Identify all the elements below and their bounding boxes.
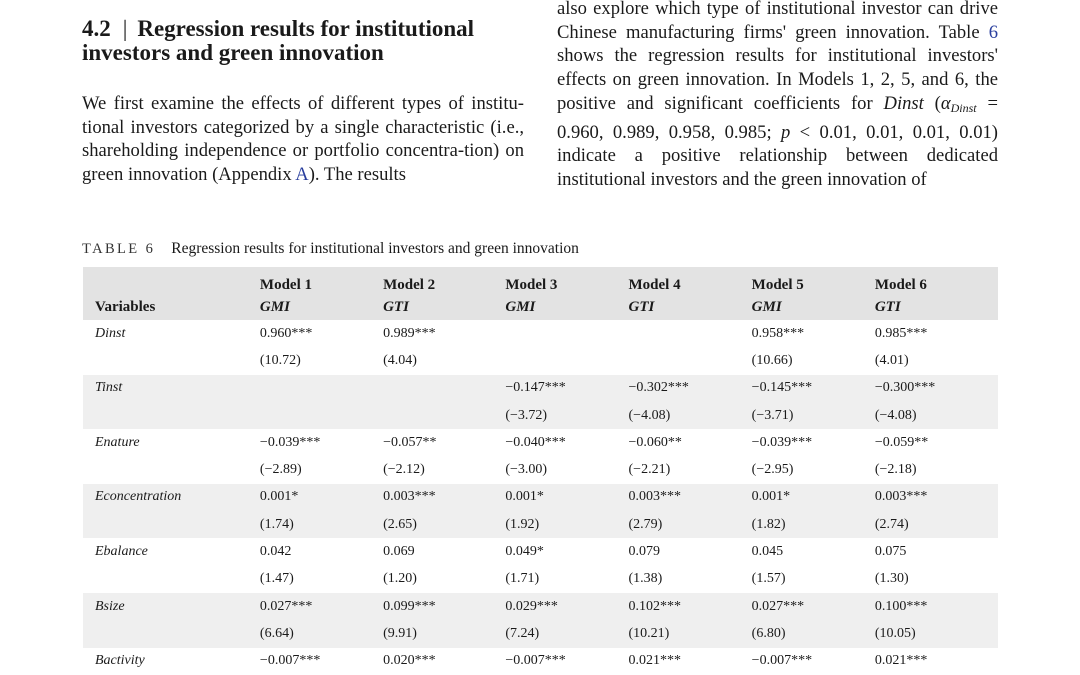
- tstat-cell: [629, 347, 752, 374]
- variable-blank: [83, 456, 260, 483]
- variable-blank: [83, 620, 260, 647]
- variable-name: Bactivity: [95, 653, 145, 669]
- table-label: TABLE 6: [82, 241, 156, 257]
- tstat-cell: (6.80): [752, 620, 875, 647]
- right-paragraph-text-2: shows the regression results for institutional investors' effects on green innovation. In Models 1, 2, 5, and 6, the positive and significant coefficients for: [557, 45, 998, 114]
- tstat-cell: [383, 402, 505, 429]
- tstat-cell: (1.74): [260, 511, 383, 538]
- table-caption-text: Regression results for institutional investors and green innovation: [171, 240, 579, 257]
- tstat-cell: [260, 402, 383, 429]
- tstat-cell: (10.72): [259, 352, 301, 368]
- coef-cell: 0.029***: [505, 593, 628, 620]
- tstat-cell: (1.71): [505, 571, 540, 587]
- coef-cell: −0.302***: [629, 375, 752, 402]
- header-model-name: Model 6: [875, 267, 998, 294]
- table-row-coef: [83, 538, 998, 565]
- coef-cell: 0.020***: [383, 653, 436, 669]
- coef-cell: [260, 375, 383, 402]
- tstat-cell: (−2.21): [628, 462, 671, 478]
- coef-cell: −0.300***: [875, 375, 998, 402]
- left-paragraph-text: We first examine the effects of different types of institu-tional investors categorized by a single characteristic (i.e., shareholding independence or portfolio concentra-tion) on green innovation (Appendix: [82, 93, 524, 186]
- coef-cell: 0.958***: [751, 325, 805, 341]
- table-row-tstat: [83, 456, 998, 483]
- coef-cell: −0.057**: [383, 434, 437, 450]
- tstat-cell: (−3.71): [752, 402, 875, 429]
- tstat-cell: (4.01): [874, 352, 909, 368]
- section-heading: [82, 17, 527, 65]
- tstat-cell: (2.65): [383, 511, 505, 538]
- coef-cell: 0.001*: [505, 484, 628, 511]
- coef-cell: [383, 375, 505, 402]
- coef-cell: −0.147***: [505, 375, 628, 402]
- coef-cell: −0.059**: [874, 434, 929, 450]
- variable-blank: [83, 511, 260, 538]
- coef-cell: 0.021***: [628, 653, 682, 669]
- dinst-term: Dinst: [883, 92, 924, 114]
- coef-cell: 0.027***: [260, 593, 383, 620]
- coef-cell: 0.001*: [752, 484, 875, 511]
- table-row-coef: [83, 375, 998, 402]
- tstat-cell: (−4.08): [629, 402, 752, 429]
- tstat-cell: (−2.95): [751, 462, 794, 478]
- coef-cell: 0.003***: [383, 484, 505, 511]
- alpha-symbol: α: [940, 92, 951, 114]
- header-dependent-var: GTI: [629, 294, 752, 320]
- header-model-name: Model 4: [629, 267, 752, 294]
- p-symbol: p: [781, 121, 791, 143]
- tstat-cell: (9.91): [383, 620, 505, 647]
- tstat-cell: (1.38): [628, 571, 663, 587]
- tstat-cell: (4.04): [383, 352, 417, 368]
- tstat-cell: (1.92): [505, 511, 628, 538]
- alpha-subscript: Dinst: [950, 100, 977, 115]
- tstat-cell: (1.82): [752, 511, 875, 538]
- tstat-cell: (10.21): [629, 620, 752, 647]
- coef-cell: 0.100***: [875, 593, 998, 620]
- tstat-cell: (10.66): [751, 352, 793, 368]
- variable-name: Tinst: [83, 375, 260, 402]
- table-body: [83, 320, 998, 675]
- left-column-paragraph: [82, 92, 524, 187]
- section-number: 4.2: [82, 16, 111, 41]
- coef-cell: 0.049*: [505, 544, 544, 560]
- coef-cell: 0.079: [628, 544, 661, 560]
- coef-cell: −0.039***: [259, 434, 321, 450]
- table-row-coef: [83, 484, 998, 511]
- tstat-cell: (−4.08): [875, 402, 998, 429]
- coef-cell: 0.075: [874, 544, 907, 560]
- right-column-paragraph: [557, 0, 998, 192]
- coef-cell: 0.985***: [874, 325, 928, 341]
- coef-cell: −0.007***: [259, 653, 321, 669]
- appendix-a-link[interactable]: A: [295, 164, 309, 186]
- tstat-cell: (1.20): [383, 571, 417, 587]
- header-variables: Variables: [83, 294, 260, 320]
- coef-cell: −0.145***: [752, 375, 875, 402]
- table-row-coef: [83, 593, 998, 620]
- coef-cell: [505, 320, 628, 347]
- header-model-name: Model 2: [383, 267, 505, 294]
- coef-cell: −0.007***: [505, 653, 566, 669]
- variable-name: Ebalance: [95, 544, 148, 560]
- tstat-cell: (1.30): [874, 571, 909, 587]
- tstat-cell: [505, 347, 628, 374]
- coef-cell: 0.027***: [752, 593, 875, 620]
- coef-cell: −0.040***: [505, 434, 566, 450]
- section-title-line2: investors and green innovation: [82, 40, 384, 65]
- right-paragraph-text: also explore which type of institutional investor can drive Chinese manufacturing firms' green innovation. Table: [557, 0, 998, 43]
- header-dependent-var: GMI: [505, 294, 628, 320]
- table-row-coef: [83, 648, 998, 675]
- header-dependent-var: GMI: [260, 294, 383, 320]
- header-model-name: Model 1: [260, 267, 383, 294]
- header-dependent-var: GMI: [752, 294, 875, 320]
- header-model-name: Model 5: [752, 267, 875, 294]
- coef-cell: 0.042: [259, 544, 292, 560]
- coef-cell: −0.060**: [628, 434, 682, 450]
- variable-blank: [83, 402, 260, 429]
- table-row-tstat: [83, 620, 998, 647]
- section-title-line1: Regression results for institutional: [137, 16, 475, 41]
- tstat-cell: (−3.72): [505, 402, 628, 429]
- coef-cell: 0.003***: [875, 484, 998, 511]
- table-header-row-deps: [83, 294, 998, 320]
- coef-cell: 0.989***: [383, 325, 436, 341]
- variable-name: Enature: [95, 434, 140, 450]
- table-caption: [82, 240, 579, 258]
- tstat-cell: (7.24): [505, 620, 628, 647]
- right-paragraph-text-3: (: [923, 92, 941, 114]
- tstat-cell: (−2.12): [383, 462, 425, 478]
- variable-name: Econcentration: [83, 484, 260, 511]
- table-row-tstat: [83, 566, 998, 593]
- coef-cell: −0.039***: [751, 434, 813, 450]
- right-paragraph-text-5: < 0.01, 0.01, 0.01, 0.01) indicate a positive relationship between dedicated institutional investors and the green innovation of: [557, 121, 998, 190]
- header-dependent-var: GTI: [383, 294, 505, 320]
- coef-cell: 0.021***: [874, 653, 928, 669]
- header-blank: [83, 267, 260, 294]
- coef-cell: 0.045: [751, 544, 784, 560]
- table-row-tstat: [83, 511, 998, 538]
- variable-blank: [83, 566, 260, 593]
- table-row-tstat: [83, 347, 998, 374]
- coef-cell: 0.960***: [259, 325, 313, 341]
- tstat-cell: (1.57): [751, 571, 786, 587]
- tstat-cell: (−2.89): [259, 462, 302, 478]
- table-header-row-models: [83, 267, 998, 294]
- table-row-coef: [83, 320, 998, 347]
- tstat-cell: (10.05): [875, 620, 998, 647]
- table-row-coef: [83, 429, 998, 456]
- regression-table: [83, 267, 998, 675]
- coef-cell: 0.001*: [260, 484, 383, 511]
- tstat-cell: (2.79): [629, 511, 752, 538]
- header-model-name: Model 3: [505, 267, 628, 294]
- coef-cell: 0.069: [383, 544, 415, 560]
- tstat-cell: (6.64): [260, 620, 383, 647]
- variable-blank: [83, 347, 260, 374]
- tstat-cell: (−3.00): [505, 462, 548, 478]
- coef-cell: −0.007***: [751, 653, 813, 669]
- table-6-link[interactable]: 6: [988, 21, 998, 43]
- section-separator: |: [122, 16, 128, 41]
- right-paragraph-text-4: = 0.960, 0.989, 0.958, 0.985;: [557, 92, 998, 143]
- table-row-tstat: [83, 402, 998, 429]
- coef-cell: 0.099***: [383, 593, 505, 620]
- tstat-cell: (−2.18): [874, 462, 917, 478]
- coef-cell: 0.003***: [629, 484, 752, 511]
- coef-cell: [629, 320, 752, 347]
- tstat-cell: (2.74): [875, 511, 998, 538]
- tstat-cell: (1.47): [259, 571, 294, 587]
- header-dependent-var: GTI: [875, 294, 998, 320]
- variable-name: Bsize: [83, 593, 260, 620]
- coef-cell: 0.102***: [629, 593, 752, 620]
- variable-name: Dinst: [95, 325, 126, 341]
- left-paragraph-text-end: ). The results: [308, 164, 406, 186]
